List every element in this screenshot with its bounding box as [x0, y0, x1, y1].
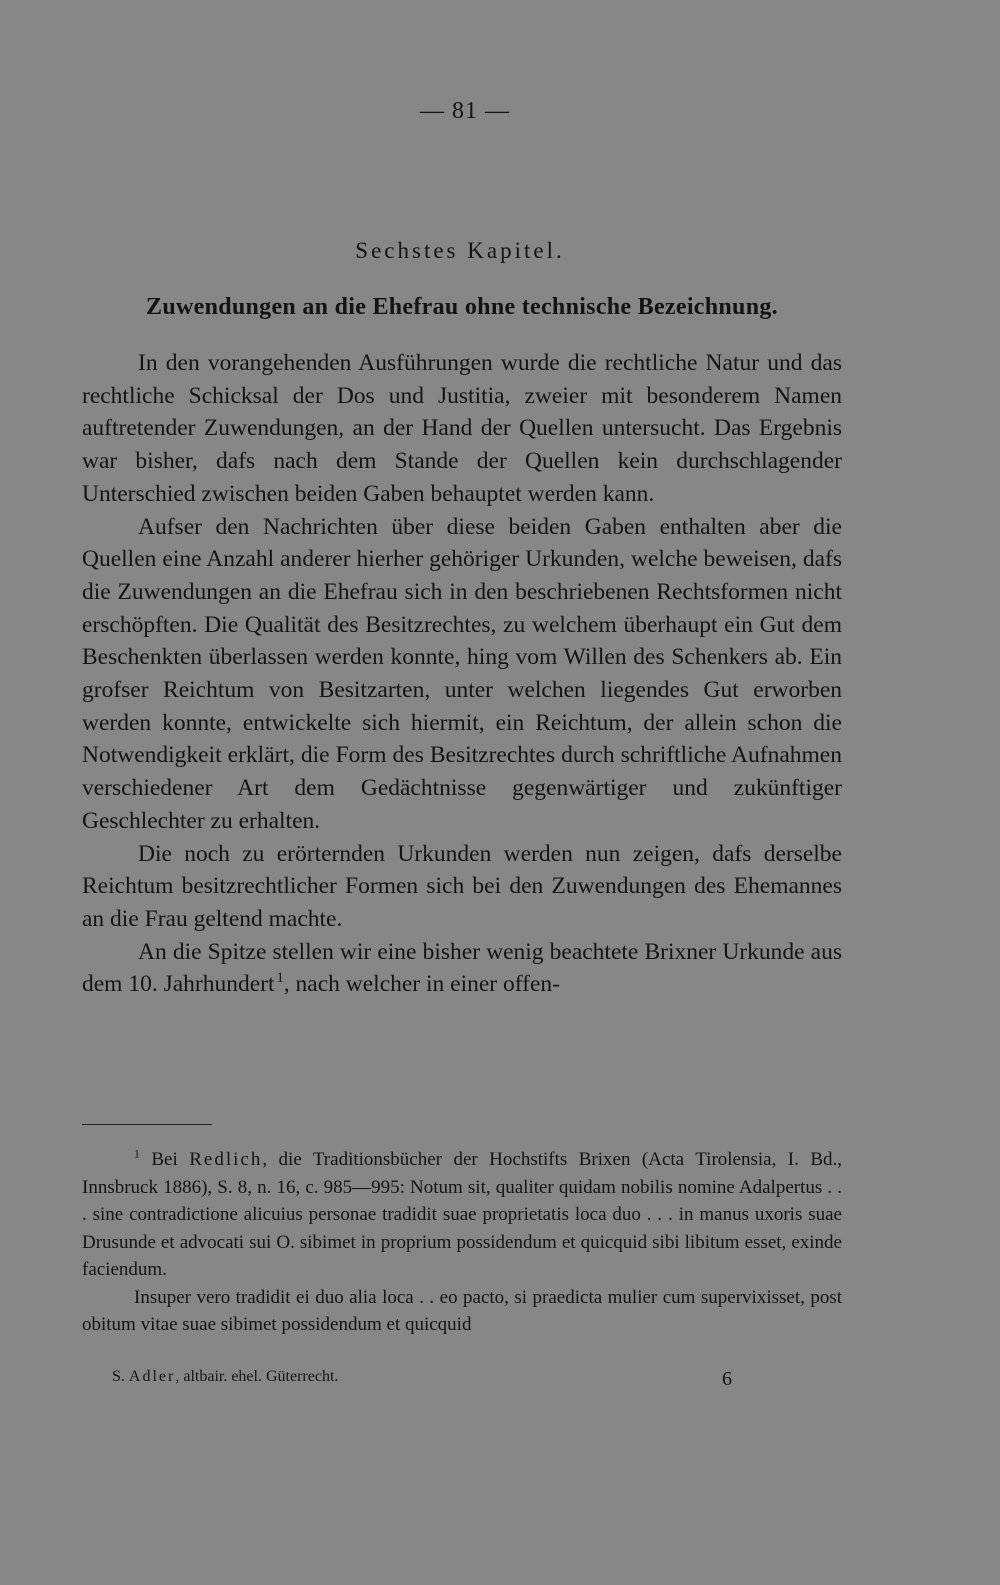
sheet-number: 6 [722, 1368, 732, 1390]
page-number: — 81 — [420, 98, 510, 124]
paragraph: Die noch zu erörternden Urkunden werden nun zeigen, dafs derselbe Reichtum besitzrechtlicher Formen sich bei den Zuwendungen des Ehemannes an die Frau geltend machte. [82, 840, 842, 932]
footnote-continuation: Insuper vero tradidit ei duo alia loca . . eo pacto, si praedicta mulier cum supervixisset, post obitum vitae suae sibimet possidendum et quicquid [82, 1286, 842, 1335]
footnotes [82, 1146, 842, 1339]
chapter-label: Sechstes Kapitel. [355, 238, 565, 263]
paragraph [82, 936, 842, 1001]
signature-prefix: S. [112, 1368, 125, 1385]
footnote-reference[interactable]: 1 [276, 970, 284, 987]
signature-text [112, 1368, 338, 1391]
footnote [82, 1146, 842, 1284]
footnote-divider [82, 1124, 212, 1125]
paragraph-text: , nach welcher in einer offen- [283, 971, 560, 998]
printer-signature [112, 1368, 732, 1391]
footnote-author: Redlich [189, 1149, 263, 1170]
body-text [82, 347, 842, 1001]
paragraph: In den vorangehenden Ausführungen wurde die rechtliche Natur und das rechtliche Schicksal der Dos und Justitia, zweier mit besonderem Namen auftretender Zuwendungen, an der Hand der Quellen untersucht. Das Ergebnis war bisher, dafs nach dem Stande der Quellen kein durchschlagender Unterschied zwischen beiden Gaben behauptet werden kann. [82, 350, 842, 507]
paragraph-text: An die Spitze stellen wir eine bisher wenig beachtete Brixner Urkunde aus dem 10. Jahrhundert [82, 938, 842, 998]
footnote-marker: 1 [134, 1147, 140, 1161]
chapter-title: Zuwendungen an die Ehefrau ohne technische Bezeichnung. [146, 294, 778, 320]
signature-title: , altbair. ehel. Güterrecht. [175, 1368, 339, 1385]
footnote-text: , die Traditionsbücher der Hochstifts Brixen (Acta Tirolensia, I. Bd., Innsbruck 1886), S. 8, n. 16, c. 985—995: Notum sit, qualiter quidam nobilis nomine Adalpertus . . . sine contradictione alicuius personae tradidit suae proprietatis loca duo . . . in manus uxoris suae Drusunde et advocati sui O. sibimet in proprium possidendum et quicquid sibi libitum esset, exinde faciendum. [82, 1149, 843, 1280]
footnote-text: Bei [151, 1149, 178, 1170]
signature-author: Adler [128, 1368, 176, 1385]
paragraph: Aufser den Nachrichten über diese beiden Gaben enthalten aber die Quellen eine Anzahl anderer hierher gehöriger Urkunden, welche beweisen, dafs die Zuwendungen an die Ehefrau sich in den beschriebenen Rechtsformen nicht erschöpften. Die Qualität des Besitzrechtes, zu welchem überhaupt ein Gut dem Beschenkten überlassen werden konnte, hing vom Willen des Schenkers ab. Ein grofser Reichtum von Besitzarten, unter welchen liegendes Gut erworben werden konnte, entwickelte sich hiermit, ein Reichtum, der allein schon die Notwendigkeit erklärt, die Form des Besitzrechtes durch schriftliche Aufnahmen verschiedener Art dem Gedächtnisse gegenwärtiger und zukünftiger Geschlechter zu erhalten. [82, 513, 842, 834]
